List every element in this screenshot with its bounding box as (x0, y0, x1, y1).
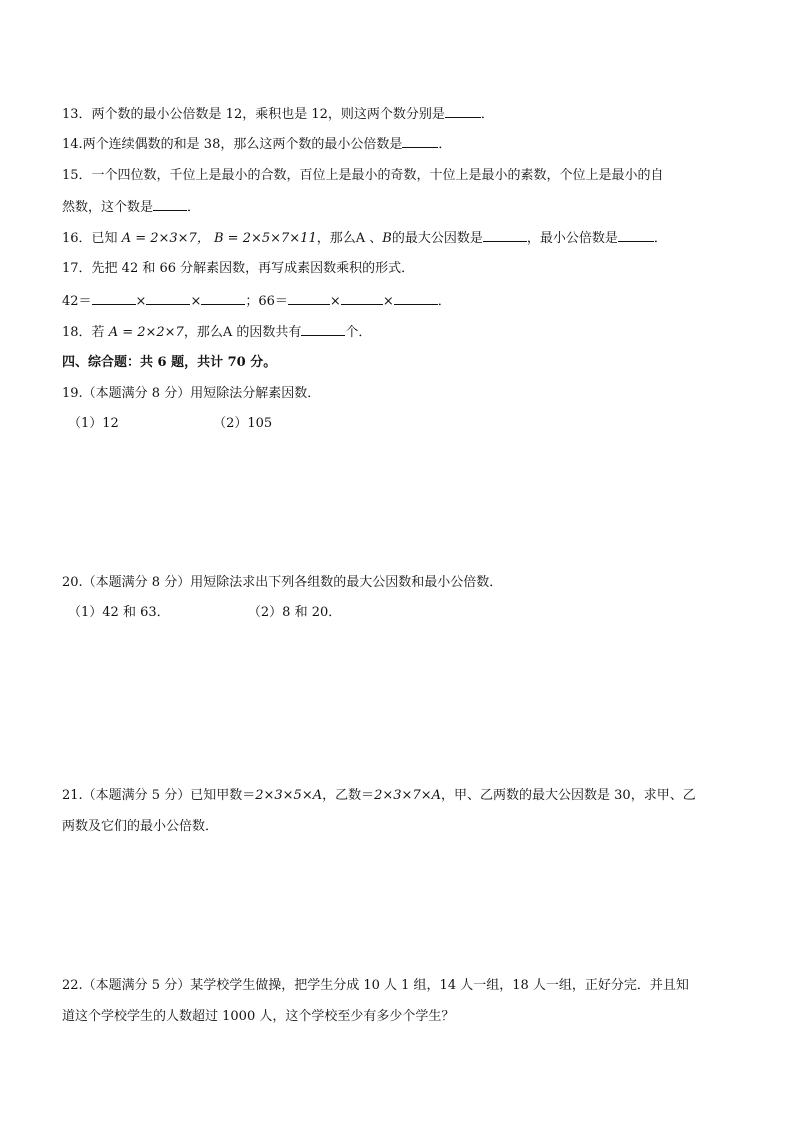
q17-end: ． (437, 294, 451, 309)
question-15-line1 (62, 166, 664, 186)
q15-line2: 然数，这个数是 (62, 200, 154, 215)
q15-answer-blank[interactable] (153, 197, 187, 211)
q21-part-c: ，甲、乙两数的最大公因数是 30，求甲、乙 (441, 788, 696, 803)
q17-times-1: × (135, 294, 147, 309)
q17-66-label: ；66＝ (245, 294, 288, 309)
q18-end: 个． (345, 325, 372, 340)
q16-prefix: 16．已知 (62, 231, 118, 246)
section-4-heading (62, 353, 276, 373)
q17-times-4: × (382, 294, 394, 309)
q16-mid2: 的最大公因数是 (391, 231, 483, 246)
q14-end: ． (438, 137, 452, 152)
q15-end: ． (187, 200, 201, 215)
q17-42-label: 42＝ (62, 294, 92, 309)
q20-text: 20.（本题满分 8 分）用短除法求出下列各组数的最大公因数和最小公倍数． (62, 575, 503, 590)
q21-expression-1: 2×3×5×A (255, 788, 323, 803)
q17-blank-4[interactable] (288, 291, 330, 305)
q19-part-2: （2）105 (213, 416, 273, 431)
q18-expression: A = 2×2×7 (108, 325, 184, 340)
q20-part-2: （2）8 和 20． (247, 605, 342, 620)
q17-blank-6[interactable] (394, 291, 438, 305)
q18-prefix: 18．若 (62, 325, 105, 340)
q16-mid: ，那么A 、 (316, 231, 383, 246)
question-22-line2 (62, 1007, 454, 1027)
q17-text: 17．先把 42 和 66 分解素因数，再写成素因数乘积的形式． (62, 261, 415, 276)
q16-gcd-blank[interactable] (483, 228, 527, 242)
q16-b-var: B (382, 231, 392, 246)
q16-mid3: ，最小公倍数是 (526, 231, 618, 246)
q22-line1: 22.（本题满分 5 分）某学校学生做操，把学生分成 10 人 1 组，14 人一组，18 人一组，正好分完．并且知 (62, 978, 689, 993)
question-16 (62, 228, 667, 249)
q15-line1: 15．一个四位数，千位上是最小的合数，百位上是最小的奇数，十位上是最小的素数，个位上是最小的自 (62, 168, 664, 183)
question-19 (62, 384, 320, 404)
q14-answer-blank[interactable] (402, 134, 438, 148)
q17-blank-2[interactable] (146, 291, 190, 305)
question-15-line2 (62, 197, 200, 218)
question-22-line1 (62, 976, 689, 996)
q16-a-expression: A = 2×3×7， (121, 231, 210, 246)
question-17 (62, 259, 414, 279)
q16-end: ． (653, 231, 667, 246)
question-18 (62, 322, 371, 343)
question-21-line1 (62, 786, 696, 806)
question-14 (62, 134, 451, 155)
q17-times-2: × (190, 294, 202, 309)
q16-lcm-blank[interactable] (618, 228, 654, 242)
q19-text: 19.（本题满分 8 分）用短除法分解素因数． (62, 386, 321, 401)
question-17-answers (62, 291, 451, 312)
q13-text: 13．两个数的最小公倍数是 12，乘积也是 12，则这两个数分别是 (62, 107, 445, 122)
section-4-title: 四、综合题：共 6 题，共计 70 分。 (62, 355, 277, 370)
q13-end: ． (480, 107, 494, 122)
q13-answer-blank[interactable] (445, 104, 481, 118)
q21-part-b: ，乙数＝ (322, 788, 375, 803)
q17-times-3: × (329, 294, 341, 309)
question-19-parts (68, 414, 272, 434)
q18-answer-blank[interactable] (301, 322, 345, 336)
question-20 (62, 573, 502, 593)
q22-line2: 道这个学校学生的人数超过 1000 人，这个学校至少有多少个学生？ (62, 1009, 455, 1024)
question-13 (62, 104, 494, 125)
q17-blank-5[interactable] (341, 291, 383, 305)
q20-part-1: （1）42 和 63． (68, 605, 170, 620)
q17-blank-3[interactable] (201, 291, 245, 305)
q21-part-a: 21.（本题满分 5 分）已知甲数＝ (62, 788, 256, 803)
q14-text: 14.两个连续偶数的和是 38，那么这两个数的最小公倍数是 (62, 137, 403, 152)
q16-b-expression: B = 2×5×7×11 (213, 231, 317, 246)
question-20-parts (68, 603, 341, 623)
question-21-line2 (62, 817, 218, 837)
q21-line2: 两数及它们的最小公倍数． (62, 819, 219, 834)
q21-expression-2: 2×3×7×A (374, 788, 442, 803)
q17-blank-1[interactable] (92, 291, 136, 305)
q19-part-1: （1）12 (68, 416, 119, 431)
q18-mid: ，那么A 的因数共有 (183, 325, 302, 340)
